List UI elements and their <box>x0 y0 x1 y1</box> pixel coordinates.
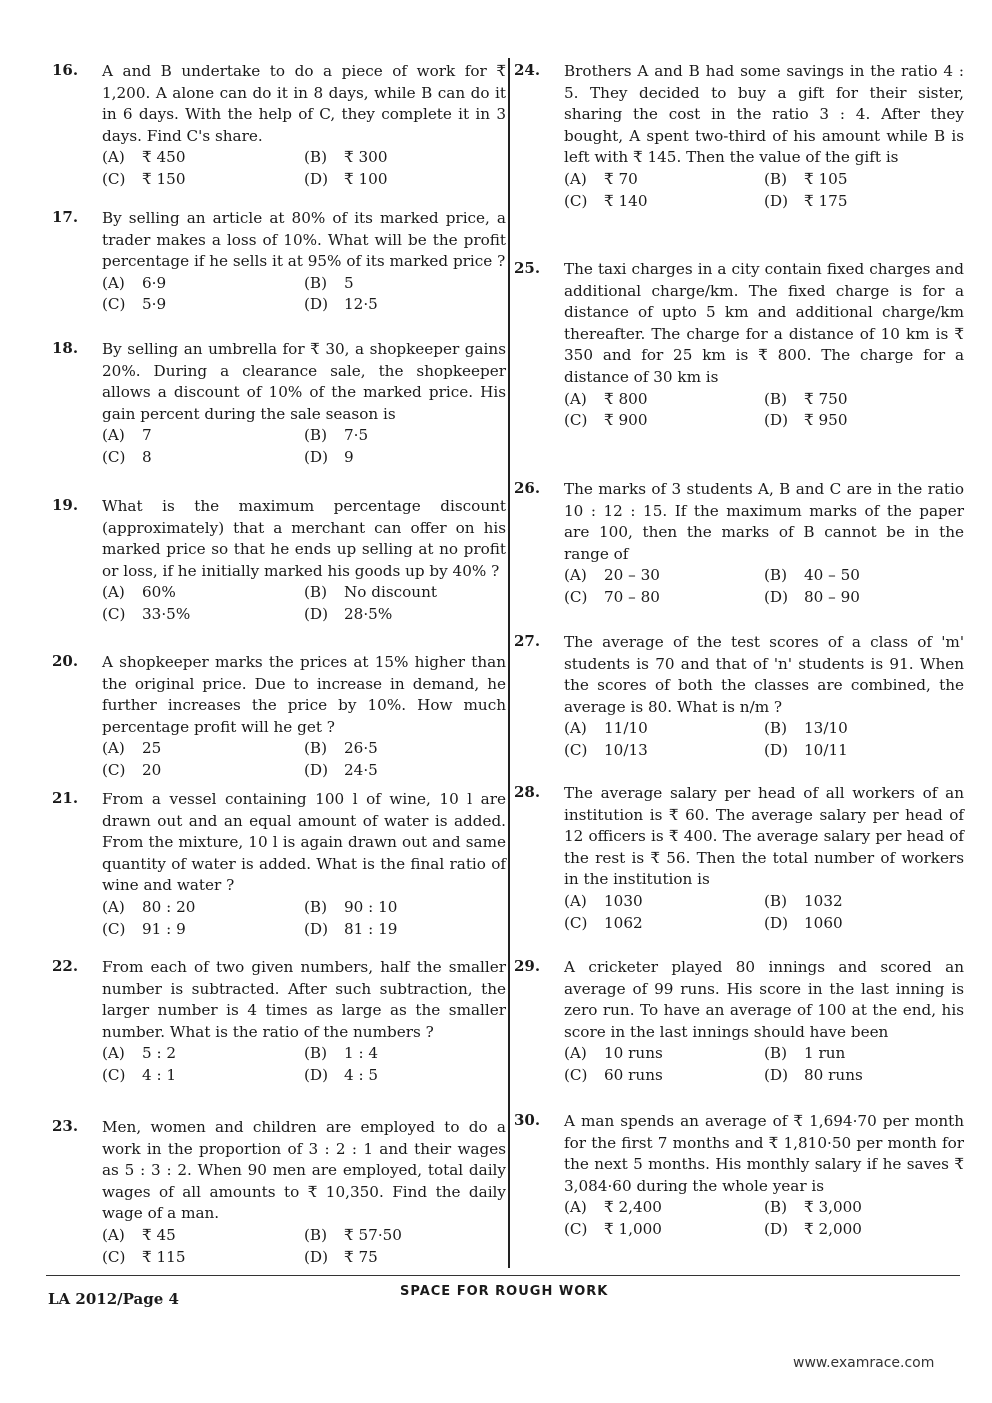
options <box>564 718 964 761</box>
option-a[interactable]: (A) 7 <box>102 426 152 445</box>
option-b[interactable]: (B) 1 run <box>764 1044 846 1063</box>
option-c[interactable]: (C) 60 runs <box>564 1065 663 1084</box>
options <box>102 738 506 781</box>
question-text: What is the maximum percentage discount (approximately) that a merchant can offer on his marked price so that he ends up selling at no profit or loss, if he initially marked his goods up by 40% ? <box>102 497 506 580</box>
option-a[interactable]: (A) 1030 <box>564 891 643 910</box>
question-24 <box>512 55 964 253</box>
option-c[interactable]: (C) 5·9 <box>102 295 167 314</box>
question-20 <box>50 646 506 783</box>
option-b[interactable]: (B) ₹ 105 <box>764 169 848 188</box>
option-c[interactable]: (C) 20 <box>102 760 162 779</box>
question-27 <box>512 626 964 777</box>
question-22 <box>50 951 506 1111</box>
question-number: 21. <box>52 789 79 807</box>
question-text: By selling an umbrella for ₹ 30, a shopkeeper gains 20%. During a clearance sale, the shopkeeper allows a discount of 10% of the marked price. His gain percent during the sale season is <box>102 340 506 423</box>
option-a[interactable]: (A) 10 runs <box>564 1044 663 1063</box>
question-29 <box>512 951 964 1105</box>
question-text: The average of the test scores of a class of 'm' students is 70 and that of 'n' students is 91. When the scores of both the classes are combined, the average is 80. What is n/m ? <box>564 633 964 716</box>
option-c[interactable]: (C) 70 – 80 <box>564 587 660 606</box>
question-text: The taxi charges in a city contain fixed charges and additional charge/km. The fixed charge is for a distance of upto 5 km and additional charge/km thereafter. The charge for a distance of 10 km is ₹ 350 and for 25 km is ₹ 800. The charge for a distance of 30 km is <box>564 260 964 386</box>
options <box>102 897 506 940</box>
options <box>564 389 964 432</box>
options <box>102 1225 506 1268</box>
option-d[interactable]: (D) 80 runs <box>764 1065 863 1084</box>
question-23 <box>50 1111 506 1276</box>
option-d[interactable]: (D) ₹ 950 <box>764 411 848 430</box>
option-b[interactable]: (B) 13/10 <box>764 719 848 738</box>
question-text: From each of two given numbers, half the smaller number is subtracted. After such subtraction, the larger number is 4 times as large as the smaller number. What is the ratio of the numbers ? <box>102 958 506 1041</box>
option-c[interactable]: (C) 10/13 <box>564 740 648 759</box>
left-column <box>50 55 506 1276</box>
option-c[interactable]: (C) 91 : 9 <box>102 919 186 938</box>
options <box>564 1197 964 1240</box>
option-c[interactable]: (C) 33·5% <box>102 604 191 623</box>
option-a[interactable]: (A) ₹ 800 <box>564 389 648 408</box>
options <box>102 1043 506 1086</box>
right-column <box>512 55 964 1265</box>
question-28 <box>512 777 964 951</box>
question-text: The average salary per head of all workers of an institution is ₹ 60. The average salary per head of 12 officers is ₹ 400. The average salary per head of the rest is ₹ 56. Then the total number of workers in the institution is <box>564 784 964 889</box>
option-a[interactable]: (A) 11/10 <box>564 719 648 738</box>
question-number: 26. <box>514 479 541 497</box>
option-c[interactable]: (C) 8 <box>102 447 152 466</box>
option-a[interactable]: (A) ₹ 450 <box>102 148 186 167</box>
question-30 <box>512 1105 964 1265</box>
option-a[interactable]: (A) ₹ 45 <box>102 1225 176 1244</box>
option-b[interactable]: (B) ₹ 750 <box>764 389 848 408</box>
option-d[interactable]: (D) 12·5 <box>304 295 378 314</box>
option-d[interactable]: (D) 4 : 5 <box>304 1065 379 1084</box>
question-26 <box>512 473 964 626</box>
question-number: 27. <box>514 632 541 650</box>
question-number: 18. <box>52 339 79 357</box>
option-b[interactable]: (B) 40 – 50 <box>764 566 860 585</box>
options <box>564 1043 964 1086</box>
option-d[interactable]: (D) 1060 <box>764 913 843 932</box>
question-16 <box>50 55 506 202</box>
question-number: 22. <box>52 957 79 975</box>
question-17 <box>50 202 506 333</box>
question-text: By selling an article at 80% of its marked price, a trader makes a loss of 10%. What will be the profit percentage if he sells it at 95% of its marked price ? <box>102 209 506 271</box>
question-number: 19. <box>52 496 79 514</box>
option-a[interactable]: (A) ₹ 70 <box>564 169 638 188</box>
question-19 <box>50 490 506 646</box>
option-c[interactable]: (C) ₹ 1,000 <box>564 1219 662 1238</box>
option-d[interactable]: (D) ₹ 75 <box>304 1247 378 1266</box>
option-d[interactable]: (D) 28·5% <box>304 604 393 623</box>
question-text: A man spends an average of ₹ 1,694·70 per month for the first 7 months and ₹ 1,810·50 per month for the next 5 months. His monthly salary if he saves ₹ 3,084·60 during the whole year is <box>564 1112 964 1195</box>
option-c[interactable]: (C) ₹ 140 <box>564 191 648 210</box>
option-c[interactable]: (C) ₹ 900 <box>564 411 648 430</box>
question-text: A cricketer played 80 innings and scored an average of 99 runs. His score in the last inning is zero run. To have an average of 100 at the end, his score in the last innings should have been <box>564 958 964 1041</box>
option-a[interactable]: (A) 80 : 20 <box>102 897 196 916</box>
option-d[interactable]: (D) 24·5 <box>304 760 378 779</box>
question-number: 16. <box>52 61 79 79</box>
option-d[interactable]: (D) ₹ 2,000 <box>764 1219 862 1238</box>
question-number: 29. <box>514 957 541 975</box>
question-number: 30. <box>514 1111 541 1129</box>
option-d[interactable]: (D) ₹ 100 <box>304 169 388 188</box>
question-number: 17. <box>52 208 79 226</box>
option-a[interactable]: (A) 25 <box>102 739 162 758</box>
option-d[interactable]: (D) 80 – 90 <box>764 587 860 606</box>
option-c[interactable]: (C) 4 : 1 <box>102 1065 177 1084</box>
option-a[interactable]: (A) 20 – 30 <box>564 566 660 585</box>
options <box>102 425 506 468</box>
question-text: Men, women and children are employed to do a work in the proportion of 3 : 2 : 1 and their wages as 5 : 3 : 2. When 90 men are employed, total daily wages of all amounts to ₹ 10,350. Find the daily wage of a man. <box>102 1118 506 1223</box>
option-a[interactable]: (A) ₹ 2,400 <box>564 1198 662 1217</box>
option-c[interactable]: (C) ₹ 150 <box>102 169 186 188</box>
column-divider <box>508 58 510 1268</box>
option-b[interactable]: (B) 7·5 <box>304 426 369 445</box>
website-watermark: www.examrace.com <box>793 1355 935 1371</box>
option-d[interactable]: (D) ₹ 175 <box>764 191 848 210</box>
option-b[interactable]: (B) 5 <box>304 273 354 292</box>
option-d[interactable]: (D) 9 <box>304 447 354 466</box>
option-d[interactable]: (D) 81 : 19 <box>304 919 398 938</box>
question-18 <box>50 333 506 490</box>
question-25 <box>512 253 964 473</box>
question-number: 20. <box>52 652 79 670</box>
rough-work-label: SPACE FOR ROUGH WORK <box>400 1284 609 1299</box>
question-text: The marks of 3 students A, B and C are in the ratio 10 : 12 : 15. If the maximum marks of the paper are 100, then the marks of B cannot be in the range of <box>564 480 964 563</box>
options <box>564 565 964 608</box>
options <box>102 147 506 190</box>
option-a[interactable]: (A) 6·9 <box>102 273 167 292</box>
question-number: 24. <box>514 61 541 79</box>
option-b[interactable]: (B) ₹ 300 <box>304 148 388 167</box>
option-b[interactable]: (B) 90 : 10 <box>304 897 398 916</box>
options <box>564 891 964 934</box>
option-c[interactable]: (C) ₹ 115 <box>102 1247 186 1266</box>
options <box>102 582 506 625</box>
option-b[interactable]: (B) 1 : 4 <box>304 1044 379 1063</box>
question-text: Brothers A and B had some savings in the ratio 4 : 5. They decided to buy a gift for their sister, sharing the cost in the ratio 3 : 4. After they bought, A spent two-third of his amount while B is left with ₹ 145. Then the value of the gift is <box>564 62 964 167</box>
option-b[interactable]: (B) No discount <box>304 583 437 602</box>
question-number: 23. <box>52 1117 79 1135</box>
option-b[interactable]: (B) 1032 <box>764 891 843 910</box>
question-text: A shopkeeper marks the prices at 15% higher than the original price. Due to increase in demand, he further increases the price by 10%. How much percentage profit will he get ? <box>102 653 506 736</box>
option-b[interactable]: (B) ₹ 57·50 <box>304 1225 402 1244</box>
option-b[interactable]: (B) 26·5 <box>304 739 378 758</box>
option-c[interactable]: (C) 1062 <box>564 913 643 932</box>
options <box>564 169 964 212</box>
option-a[interactable]: (A) 60% <box>102 583 176 602</box>
question-text: From a vessel containing 100 l of wine, 10 l are drawn out and an equal amount of water is added. From the mixture, 10 l is again drawn out and same quantity of water is added. What is the final ratio of wine and water ? <box>102 790 506 895</box>
question-number: 25. <box>514 259 541 277</box>
question-text: A and B undertake to do a piece of work for ₹ 1,200. A alone can do it in 8 days, while B can do it in 6 days. With the help of C, they complete it in 3 days. Find C's share. <box>102 62 506 145</box>
option-d[interactable]: (D) 10/11 <box>764 740 848 759</box>
options <box>102 273 506 316</box>
question-number: 28. <box>514 783 541 801</box>
option-a[interactable]: (A) 5 : 2 <box>102 1044 177 1063</box>
question-21 <box>50 783 506 951</box>
page-label: LA 2012/Page 4 <box>48 1290 179 1308</box>
option-b[interactable]: (B) ₹ 3,000 <box>764 1198 862 1217</box>
